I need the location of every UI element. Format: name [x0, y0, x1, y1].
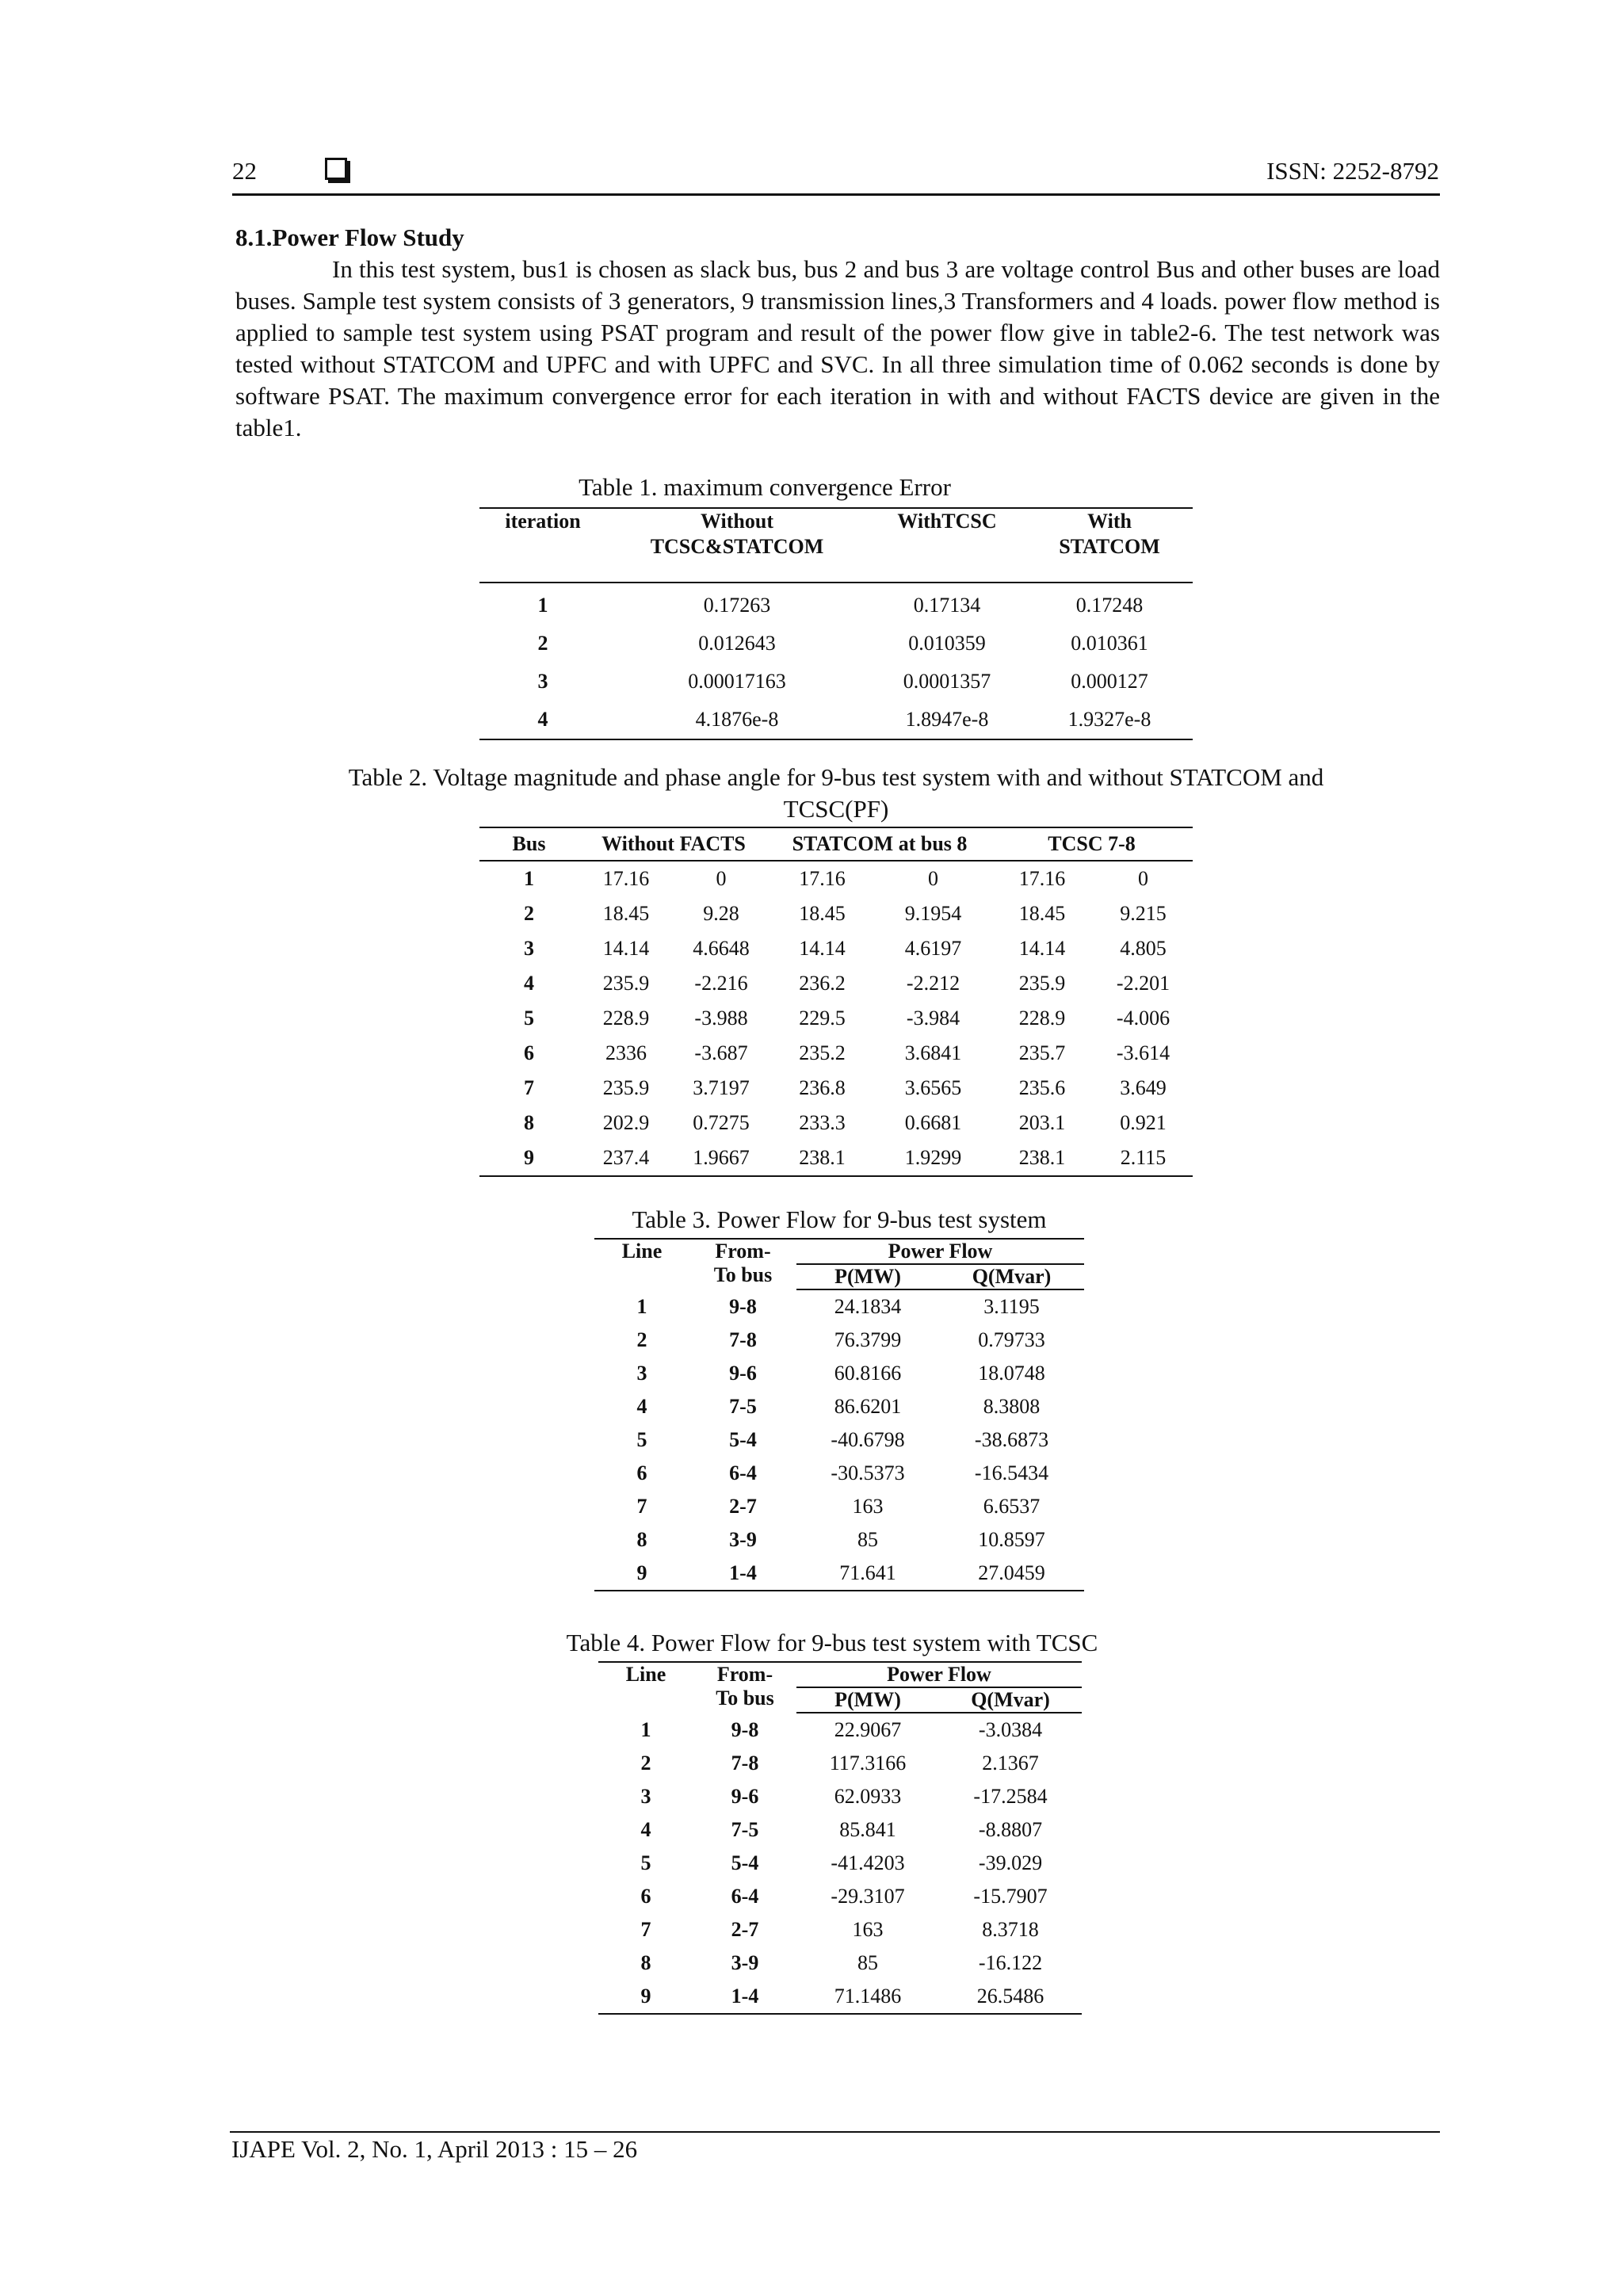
- table3-cell: 7-8: [729, 1328, 757, 1351]
- table1-cell: 1: [537, 594, 548, 617]
- table3-cell: 60.8166: [834, 1362, 902, 1385]
- table4-cell: 2: [640, 1752, 651, 1775]
- table2-cell: 17.16: [602, 867, 650, 890]
- table4-cell: 5-4: [731, 1851, 759, 1874]
- table4-cell: 7-5: [731, 1818, 759, 1841]
- table2-header: Without FACTS: [601, 832, 746, 855]
- table4-header-line: Line: [625, 1663, 666, 1686]
- table4-cell: 9-8: [731, 1717, 759, 1741]
- table1-cell: 1.8947e-8: [905, 708, 989, 731]
- table3-cell: 3-9: [729, 1528, 757, 1551]
- table2-cell: 5: [524, 1007, 534, 1030]
- table3-cell: 71.641: [839, 1561, 896, 1584]
- table3-row: [594, 1557, 1084, 1591]
- table1-cell: 0.00017163: [688, 670, 786, 693]
- table3-cell: 10.8597: [978, 1528, 1045, 1551]
- table4-cell: -17.2584: [973, 1785, 1048, 1808]
- table2-cell: 238.1: [1018, 1146, 1066, 1169]
- table3-cell: 1-4: [729, 1561, 757, 1584]
- table2-cell: -2.212: [906, 972, 960, 995]
- table2-row: [479, 861, 1193, 896]
- table2-cell: 235.2: [799, 1041, 846, 1064]
- table3-cell: 76.3799: [834, 1328, 902, 1351]
- table4-row: [598, 1913, 1082, 1946]
- table3-caption: Table 3. Power Flow for 9-bus test system: [632, 1205, 1047, 1233]
- table2-cell: 233.3: [799, 1111, 846, 1134]
- table3-cell: -16.5434: [974, 1461, 1049, 1484]
- table3-row: [594, 1523, 1084, 1557]
- table4-row: [598, 1847, 1082, 1880]
- table4-cell: 71.1486: [834, 1985, 902, 2008]
- table2-cell: 228.9: [602, 1007, 650, 1030]
- table3-cell: 7: [636, 1495, 647, 1518]
- table2-cell: 14.14: [799, 937, 846, 960]
- table2-cell: 18.45: [602, 902, 650, 925]
- table3-row: [594, 1324, 1084, 1357]
- table3-cell: 24.1834: [834, 1295, 902, 1318]
- table2-header: TCSC 7-8: [1048, 832, 1136, 855]
- table1-header: iteration: [505, 510, 581, 533]
- table2-cell: 2: [524, 902, 534, 925]
- table2-row: [479, 1036, 1193, 1071]
- table2-cell: 236.2: [799, 972, 846, 995]
- table1-cell: 0.17134: [913, 594, 981, 617]
- table2-cell: 0.7275: [693, 1111, 750, 1134]
- table2-cell: 0: [716, 867, 727, 890]
- table3-cell: 6-4: [729, 1461, 757, 1484]
- table1-caption: Table 1. maximum convergence Error: [579, 473, 951, 501]
- table2-cell: 202.9: [602, 1111, 650, 1134]
- table2-cell: 238.1: [799, 1146, 846, 1169]
- table1-row: [479, 663, 1193, 701]
- table1-cell: 0.17248: [1075, 594, 1144, 617]
- table4-cell: 1-4: [731, 1985, 759, 2008]
- table4-cell: 26.5486: [976, 1985, 1044, 2008]
- table4-cell: -15.7907: [973, 1885, 1048, 1908]
- table4-cell: -41.4203: [831, 1851, 905, 1874]
- table2-row: [479, 1140, 1193, 1176]
- table2-cell: 17.16: [1018, 867, 1066, 890]
- table4-row: [598, 1747, 1082, 1780]
- table2-cell: 235.9: [602, 1076, 650, 1099]
- table3-cell: 3.1195: [983, 1295, 1040, 1318]
- table2-cell: 1.9299: [904, 1146, 962, 1169]
- table2-cell: 9.28: [703, 902, 739, 925]
- table4-row: [598, 1880, 1082, 1913]
- table2-cell: 9: [524, 1146, 534, 1169]
- table2-cell: 0: [1138, 867, 1148, 890]
- table4-cell: 9-6: [731, 1785, 759, 1808]
- table1-header: WithTCSC: [897, 510, 997, 533]
- table3-cell: 18.0748: [978, 1362, 1045, 1385]
- table3-row: [594, 1289, 1084, 1324]
- table1-cell: 1.9327e-8: [1067, 708, 1151, 731]
- table4-cell: -3.0384: [978, 1718, 1043, 1741]
- table4-cell: 6-4: [731, 1885, 759, 1908]
- table2-row: [479, 896, 1193, 931]
- table2-cell: 4.6197: [904, 937, 962, 960]
- table3-cell: 27.0459: [978, 1561, 1045, 1584]
- table3-cell: 85: [857, 1528, 878, 1551]
- table2-cell: 14.14: [1018, 937, 1066, 960]
- table3-header-from: From- To bus: [713, 1240, 773, 1286]
- table2-cell: 228.9: [1018, 1007, 1066, 1030]
- table4-cell: 2-7: [731, 1918, 759, 1941]
- table4-cell: -8.8807: [978, 1818, 1043, 1841]
- table2-cell: 8: [524, 1111, 534, 1134]
- table2-cell: 18.45: [1018, 902, 1066, 925]
- table4-cell: 5: [640, 1851, 651, 1874]
- table3-cell: 9-6: [729, 1362, 757, 1385]
- table2-cell: 237.4: [602, 1146, 650, 1169]
- table4-cell: -39.029: [978, 1851, 1043, 1874]
- table4-cell: 7: [640, 1918, 651, 1941]
- table3-cell: 3: [636, 1362, 647, 1385]
- table1-header: Without TCSC&STATCOM: [650, 510, 824, 558]
- table2-cell: -3.988: [694, 1007, 748, 1030]
- table3-cell: 86.6201: [834, 1395, 902, 1418]
- table2-cell: 2.115: [1120, 1146, 1167, 1169]
- table2-cell: 9.215: [1120, 902, 1167, 925]
- table2-cell: -4.006: [1116, 1007, 1170, 1030]
- table2-cell: 203.1: [1018, 1111, 1066, 1134]
- table2-cell: 235.7: [1018, 1041, 1066, 1064]
- table1-cell: 0.012643: [698, 632, 776, 655]
- table4-cell: 4: [640, 1818, 651, 1841]
- table3-row: [594, 1357, 1084, 1390]
- table3-cell: 9: [636, 1561, 647, 1584]
- table1-cell: 0.010359: [908, 632, 986, 655]
- table2-cell: 1: [524, 867, 534, 890]
- table1-row: [479, 625, 1193, 663]
- table3-cell: 2-7: [729, 1495, 757, 1518]
- table4-cell: -16.122: [978, 1951, 1043, 1974]
- table2-cell: -3.614: [1116, 1041, 1170, 1064]
- table3-row: [594, 1490, 1084, 1523]
- table2-cell: -2.216: [694, 972, 748, 995]
- table2-header: Bus: [512, 832, 546, 855]
- table3-cell: 6: [636, 1461, 647, 1484]
- header-divider: [232, 193, 1440, 196]
- table4-cell: 8.3718: [982, 1918, 1039, 1941]
- table4-row: [598, 1713, 1082, 1747]
- table1-cell: 4: [537, 708, 548, 731]
- table2-cell: 9.1954: [904, 902, 962, 925]
- table4-cell: 2.1367: [982, 1752, 1039, 1775]
- table4-cell: 163: [852, 1918, 884, 1941]
- table3-header-line: Line: [621, 1240, 663, 1263]
- table3-cell: -30.5373: [831, 1461, 905, 1484]
- table1-row: [479, 701, 1193, 739]
- table1-header: With STATCOM: [1059, 510, 1160, 558]
- table4-row: [598, 1946, 1082, 1980]
- table2-cell: 4.805: [1120, 937, 1167, 960]
- table3-cell: -40.6798: [831, 1428, 905, 1451]
- table3-cell: -38.6873: [974, 1428, 1049, 1451]
- table2-cell: 7: [524, 1076, 534, 1099]
- table1-cell: 2: [537, 632, 548, 655]
- table2-cell: -2.201: [1116, 972, 1170, 995]
- table3-cell: 0.79733: [978, 1328, 1045, 1351]
- table2-cell: -3.984: [906, 1007, 960, 1030]
- table2-cell: 0.921: [1120, 1111, 1167, 1134]
- table4-cell: 85: [857, 1951, 878, 1974]
- table2-cell: 3: [524, 937, 534, 960]
- table4-caption: Table 4. Power Flow for 9-bus test system with TCSC: [566, 1629, 1098, 1656]
- table2-cell: 18.45: [799, 902, 846, 925]
- table4-row: [598, 1980, 1082, 2014]
- table1-cell: 0.010361: [1071, 632, 1148, 655]
- issn-label: ISSN: 2252-8792: [1266, 157, 1439, 185]
- table2-row: [479, 1001, 1193, 1036]
- table4-cell: 3-9: [731, 1951, 759, 1974]
- table3-row: [594, 1423, 1084, 1457]
- table2-cell: -3.687: [694, 1041, 748, 1064]
- table1-cell: 3: [537, 670, 548, 693]
- table2-cell: 17.16: [799, 867, 846, 890]
- body-paragraph: In this test system, bus1 is chosen as slack bus, bus 2 and bus 3 are voltage control Bus and other buses are load buses. Sample test system consists of 3 generators, 9 transmission lines,3 Transformers and 4 loads. power flow method is applied to sample test system using PSAT program and result of the power flow give in table2-6. The test network was tested without STATCOM and UPFC and with UPFC and SVC. In all three simulation time of 0.062 seconds is done by software PSAT. The maximum convergence error for each iteration in with and without FACTS device are given in the table1.: [235, 255, 1440, 441]
- table4-header-q: Q(Mvar): [939, 1687, 1082, 1713]
- table2-header: STATCOM at bus 8: [792, 832, 968, 855]
- footer-divider: [230, 2131, 1440, 2133]
- table4-header-from: From- To bus: [716, 1663, 774, 1710]
- table2-cell: 3.6841: [904, 1041, 962, 1064]
- table2-cell: 236.8: [799, 1076, 846, 1099]
- table2-caption-line2: TCSC(PF): [783, 795, 889, 823]
- table2-cell: 2336: [605, 1041, 647, 1064]
- table4-row: [598, 1780, 1082, 1813]
- table4-cell: 3: [640, 1785, 651, 1808]
- table4-cell: 22.9067: [834, 1718, 902, 1741]
- table3-cell: 4: [636, 1395, 647, 1418]
- table4-cell: 117.3166: [829, 1752, 907, 1775]
- table4: [598, 1661, 1082, 2015]
- table2-row: [479, 1071, 1193, 1106]
- table3-cell: 6.6537: [983, 1495, 1041, 1518]
- table4-cell: 1: [640, 1717, 651, 1741]
- table4-cell: 85.841: [839, 1818, 896, 1841]
- table4-cell: 9: [640, 1985, 651, 2008]
- table4-cell: -29.3107: [831, 1885, 905, 1908]
- table1: [479, 507, 1193, 740]
- table2-cell: 4: [524, 972, 534, 995]
- table1-cell: 0.0001357: [903, 670, 991, 693]
- table2-cell: 235.9: [602, 972, 650, 995]
- page-number: 22: [232, 157, 257, 185]
- table2-cell: 235.6: [1018, 1076, 1066, 1099]
- section-heading: 8.1.Power Flow Study: [235, 223, 464, 251]
- table3-header-powerflow: Power Flow: [796, 1239, 1084, 1264]
- table2-cell: 4.6648: [693, 937, 750, 960]
- table1-cell: 0.17263: [703, 594, 771, 617]
- table1-cell: 4.1876e-8: [695, 708, 779, 731]
- table1-row: [479, 583, 1193, 625]
- table2-row: [479, 931, 1193, 966]
- table3-cell: 5: [636, 1428, 647, 1451]
- table4-cell: 7-8: [731, 1752, 759, 1775]
- table3-cell: 2: [636, 1328, 647, 1351]
- table2-row: [479, 966, 1193, 1001]
- table3-cell: 7-5: [729, 1395, 757, 1418]
- table4-row: [598, 1813, 1082, 1847]
- table2-cell: 14.14: [602, 937, 650, 960]
- footer-citation: IJAPE Vol. 2, No. 1, April 2013 : 15 – 26: [231, 2135, 638, 2163]
- table3-cell: 1: [636, 1294, 647, 1318]
- table2-cell: 3.6565: [904, 1076, 962, 1099]
- table3-row: [594, 1457, 1084, 1490]
- table4-cell: 6: [640, 1885, 651, 1908]
- table2-cell: 229.5: [799, 1007, 846, 1030]
- table2-row: [479, 1106, 1193, 1140]
- table3: [594, 1238, 1084, 1591]
- table3-cell: 8: [636, 1528, 647, 1551]
- table2: [479, 827, 1193, 1177]
- table2-cell: 3.7197: [693, 1076, 750, 1099]
- table4-cell: 8: [640, 1951, 651, 1974]
- table3-header-p: P(MW): [796, 1264, 939, 1289]
- table2-caption-line1: Table 2. Voltage magnitude and phase angle for 9-bus test system with and without STATCOM and: [348, 763, 1324, 791]
- table1-cell: 0.000127: [1071, 670, 1148, 693]
- table3-row: [594, 1390, 1084, 1423]
- table4-header-powerflow: Power Flow: [796, 1662, 1082, 1687]
- table4-header-p: P(MW): [796, 1687, 939, 1713]
- table3-cell: 9-8: [729, 1294, 757, 1318]
- square-icon: [325, 158, 347, 180]
- table2-cell: 6: [524, 1041, 534, 1064]
- table2-cell: 3.649: [1120, 1076, 1167, 1099]
- table3-header-q: Q(Mvar): [939, 1264, 1084, 1289]
- table3-cell: 163: [852, 1495, 884, 1518]
- table2-cell: 0: [928, 867, 938, 890]
- table4-cell: 62.0933: [834, 1785, 902, 1808]
- table3-cell: 5-4: [729, 1428, 757, 1451]
- table2-cell: 1.9667: [693, 1146, 750, 1169]
- table2-cell: 0.6681: [904, 1111, 962, 1134]
- table2-cell: 235.9: [1018, 972, 1066, 995]
- table3-cell: 8.3808: [983, 1395, 1041, 1418]
